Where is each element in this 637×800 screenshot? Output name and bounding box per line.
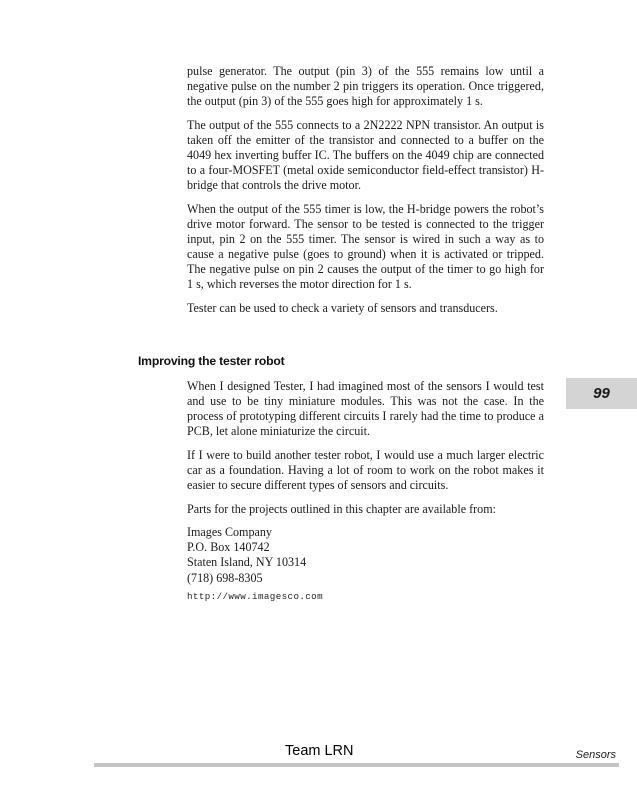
paragraph: pulse generator. The output (pin 3) of the 555 remains low until a negative pulse on the number 2 pin triggers its operation. Once triggered, the output (pin 3) of the 555 goes high for approximately 1 s. [187, 64, 544, 109]
body-text-bottom [187, 379, 544, 604]
footer-watermark: Team LRN [285, 743, 354, 759]
address-po-box: P.O. Box 140742 [187, 540, 270, 555]
paragraph: When the output of the 555 timer is low, the H-bridge powers the robot’s drive motor forward. The sensor to be tested is connected to the trigger input, pin 2 on the 555 timer. The sensor is wired in such a way as to cause a negative pulse (goes to ground) when it is activated or tripped. The negative pulse on pin 2 causes the output of the timer to go high for 1 s, which reverses the motor direction for 1 s. [187, 201, 544, 292]
address-phone: (718) 698-8305 [187, 570, 263, 585]
footer-divider [94, 763, 619, 767]
address-city: Staten Island, NY 10314 [187, 555, 307, 570]
supplier-url-link[interactable]: http://www.imagesco.com [187, 590, 324, 602]
page-number: 99 [593, 385, 610, 402]
body-text-top [187, 64, 544, 324]
section-heading: Improving the tester robot [138, 354, 285, 368]
paragraph: Parts for the projects outlined in this chapter are available from: [187, 501, 496, 516]
supplier-address [187, 525, 544, 603]
paragraph: If I were to build another tester robot, I would use a much larger electric car as a foundation. Having a lot of room to work on the robot makes it easier to secure different types of sensors and circuits. [187, 447, 544, 493]
paragraph: The output of the 555 connects to a 2N2222 NPN transistor. An output is taken off the emitter of the transistor and connected to a buffer on the 4049 hex inverting buffer IC. The buffers on the 4049 chip are connected to a four-MOSFET (metal oxide semiconductor field-effect transistor) H-bridge that controls the drive motor. [187, 117, 544, 193]
paragraph: Tester can be used to check a variety of sensors and transducers. [187, 300, 498, 315]
address-company: Images Company [187, 525, 272, 540]
paragraph: When I designed Tester, I had imagined most of the sensors I would test and use to be tiny miniature modules. This was not the case. In the process of prototyping different circuits I rarely had the time to produce a PCB, let alone miniaturize the circuit. [187, 379, 544, 439]
page-number-tab [566, 378, 637, 409]
footer-chapter-title: Sensors [575, 749, 616, 761]
